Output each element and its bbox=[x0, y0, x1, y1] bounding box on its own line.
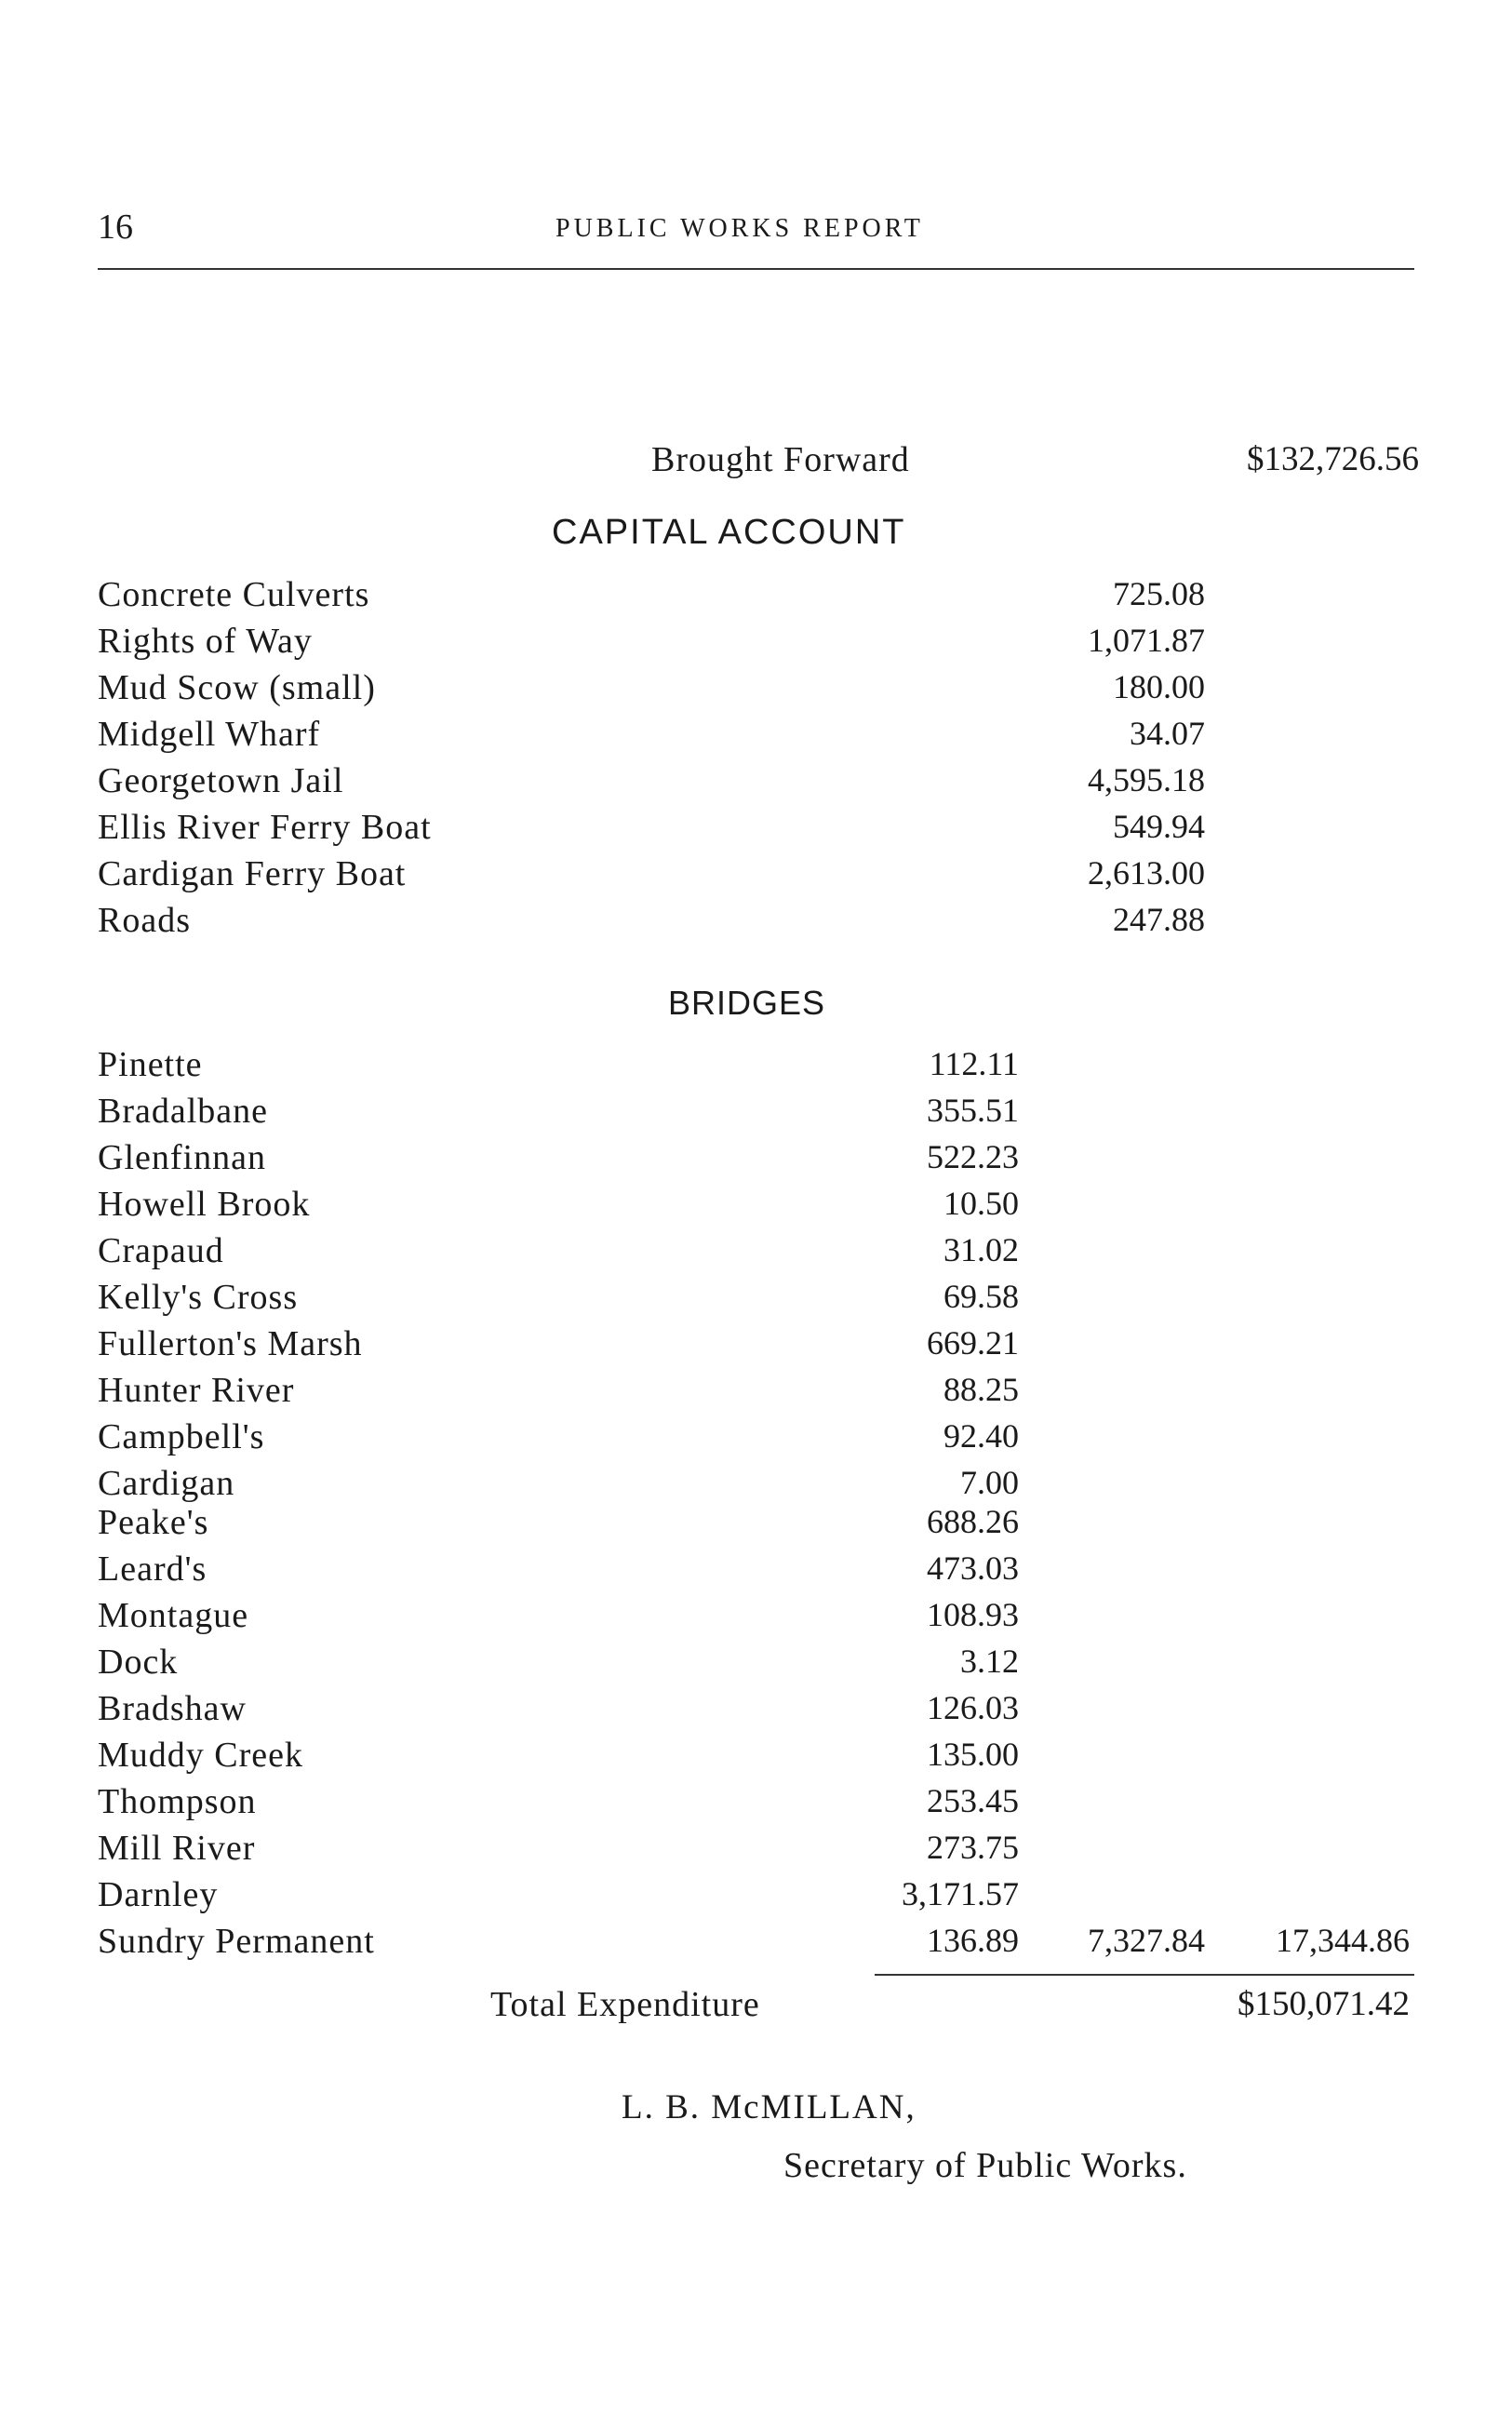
total-expenditure-amount: $150,071.42 bbox=[1238, 1985, 1410, 2023]
bridge-item-label: Hunter River bbox=[98, 1371, 295, 1410]
bridge-item-label: Campbell's bbox=[98, 1417, 265, 1456]
running-head: PUBLIC WORKS REPORT bbox=[555, 214, 924, 243]
capital-item-label: Roads bbox=[98, 901, 191, 940]
bridge-item-label: Pinette bbox=[98, 1045, 203, 1084]
bridge-item-label: Cardigan bbox=[98, 1464, 235, 1503]
sum-rule bbox=[875, 1974, 1414, 1976]
bridge-item-amount: 273.75 bbox=[927, 1829, 1019, 1866]
bridge-item-amount: 112.11 bbox=[929, 1045, 1019, 1082]
bridge-item-label: Sundry Permanent bbox=[98, 1922, 375, 1961]
capital-item-amount: 180.00 bbox=[1113, 668, 1205, 705]
bridge-item-label: Thompson bbox=[98, 1782, 257, 1821]
bridge-item-label: Darnley bbox=[98, 1875, 219, 1914]
capital-item-amount: 34.07 bbox=[1130, 715, 1205, 752]
bridge-item-amount: 10.50 bbox=[943, 1185, 1019, 1222]
bridge-item-amount: 126.03 bbox=[927, 1689, 1019, 1726]
bridge-item-amount: 355.51 bbox=[927, 1092, 1019, 1129]
capital-item-label: Cardigan Ferry Boat bbox=[98, 854, 407, 893]
header-rule bbox=[98, 268, 1414, 270]
bridge-item-amount: 7.00 bbox=[960, 1464, 1019, 1501]
bridge-item-label: Mill River bbox=[98, 1829, 256, 1868]
bridge-item-label: Fullerton's Marsh bbox=[98, 1324, 363, 1363]
bridge-item-amount: 522.23 bbox=[927, 1138, 1019, 1175]
capital-item-label: Georgetown Jail bbox=[98, 761, 344, 800]
bridge-item-label: Montague bbox=[98, 1596, 249, 1635]
bridge-item-amount: 3,171.57 bbox=[902, 1875, 1019, 1912]
bridge-item-label: Muddy Creek bbox=[98, 1736, 304, 1775]
bridge-item-label: Peake's bbox=[98, 1503, 209, 1542]
capital-item-amount: 1,071.87 bbox=[1088, 622, 1205, 659]
capital-item-label: Midgell Wharf bbox=[98, 715, 321, 754]
signatory-name: L. B. McMILLAN, bbox=[622, 2088, 917, 2126]
bridge-item-amount: 473.03 bbox=[927, 1549, 1019, 1587]
bridge-item-amount: 688.26 bbox=[927, 1503, 1019, 1540]
bridge-item-label: Crapaud bbox=[98, 1231, 224, 1270]
capital-item-label: Ellis River Ferry Boat bbox=[98, 808, 432, 847]
bridge-item-amount: 92.40 bbox=[943, 1417, 1019, 1455]
capital-item-amount: 725.08 bbox=[1113, 575, 1205, 612]
bridge-item-label: Howell Brook bbox=[98, 1185, 311, 1224]
signatory-title: Secretary of Public Works. bbox=[783, 2146, 1187, 2185]
bridge-item-amount: 669.21 bbox=[927, 1324, 1019, 1362]
bridge-item-amount: 3.12 bbox=[960, 1643, 1019, 1680]
brought-forward-label: Brought Forward bbox=[651, 440, 910, 479]
capital-item-amount: 2,613.00 bbox=[1088, 854, 1205, 892]
capital-item-label: Concrete Culverts bbox=[98, 575, 370, 614]
bridge-item-amount: 69.58 bbox=[943, 1278, 1019, 1315]
brought-forward-amount: $132,726.56 bbox=[1247, 440, 1419, 478]
capital-account-heading: CAPITAL ACCOUNT bbox=[552, 513, 906, 552]
bridge-item-label: Dock bbox=[98, 1643, 179, 1682]
bridge-item-label: Bradalbane bbox=[98, 1092, 269, 1131]
bridge-item-amount: 253.45 bbox=[927, 1782, 1019, 1819]
page-number: 16 bbox=[98, 208, 133, 247]
bridge-item-label: Kelly's Cross bbox=[98, 1278, 299, 1317]
capital-item-amount: 247.88 bbox=[1113, 901, 1205, 938]
bridge-item-amount: 136.89 bbox=[927, 1922, 1019, 1959]
capital-item-amount: 549.94 bbox=[1113, 808, 1205, 845]
bridge-item-amount: 31.02 bbox=[943, 1231, 1019, 1268]
bridges-subtotal: 7,327.84 bbox=[1088, 1922, 1205, 1959]
capital-item-amount: 4,595.18 bbox=[1088, 761, 1205, 798]
bridge-item-label: Glenfinnan bbox=[98, 1138, 266, 1177]
capital-item-label: Mud Scow (small) bbox=[98, 668, 376, 707]
bridge-item-label: Bradshaw bbox=[98, 1689, 247, 1728]
bridges-heading: BRIDGES bbox=[668, 984, 826, 1022]
expenditure-subtotal: 17,344.86 bbox=[1276, 1922, 1410, 1959]
total-expenditure-label: Total Expenditure bbox=[490, 1985, 760, 2024]
bridge-item-label: Leard's bbox=[98, 1549, 207, 1589]
bridge-item-amount: 135.00 bbox=[927, 1736, 1019, 1773]
bridge-item-amount: 108.93 bbox=[927, 1596, 1019, 1633]
capital-item-label: Rights of Way bbox=[98, 622, 313, 661]
bridge-item-amount: 88.25 bbox=[943, 1371, 1019, 1408]
